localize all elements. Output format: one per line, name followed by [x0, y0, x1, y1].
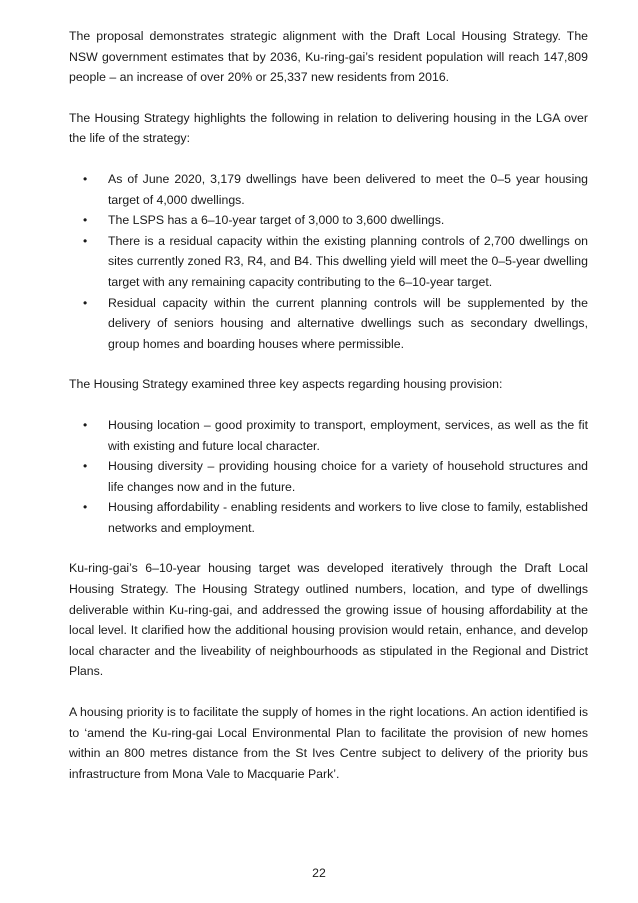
list-item-text: Residual capacity within the current planning controls will be supplemented by the delivery of seniors housing and alternative dwellings such as secondary dwellings, group homes and boarding houses where permissible. — [108, 295, 588, 351]
list-item-text: There is a residual capacity within the existing planning controls of 2,700 dwellings on sites currently zoned R3, R4, and B4. This dwelling yield will meet the 0–5-year dwelling target with any remaining capacity contributing to the 6–10-year target. — [108, 233, 588, 289]
bullet-icon: • — [83, 417, 88, 432]
bullet-list-key-aspects — [69, 415, 588, 539]
list-item — [69, 210, 588, 231]
list-item-text: The LSPS has a 6–10-year target of 3,000 to 3,600 dwellings. — [108, 213, 445, 228]
list-item-text: Housing diversity – providing housing choice for a variety of household structures and life changes now and in the future. — [108, 459, 588, 494]
list-item-text: Housing location – good proximity to transport, employment, services, as well as the fit with existing and future local character. — [108, 417, 588, 453]
paragraph-housing-priority: A housing priority is to facilitate the supply of homes in the right locations. An action identified is to ‘amend the Ku-ring-gai Local Environmental Plan to facilitate the provision of new homes within an 800 metres distance from the St Ives Centre subject to delivery of the priority bus infrastructure from Mona Vale to Macquarie Park’. — [69, 705, 588, 781]
list-item — [69, 169, 588, 210]
list-item-text: As of June 2020, 3,179 dwellings have been delivered to meet the 0–5 year housing target of 4,000 dwellings. — [108, 171, 588, 207]
paragraph-housing-target: Ku-ring-gai’s 6–10-year housing target was developed iteratively through the Draft Local Housing Strategy. The Housing Strategy outlined numbers, location, and type of dwellings deliverable within Ku-ring-gai, and addressed the growing issue of housing affordability at the local level. It clarified how the additional housing provision would retain, enhance, and develop local character and the liveability of neighbourhoods as stipulated in the Regional and District Plans. — [69, 561, 588, 679]
paragraph-strategic-alignment: The proposal demonstrates strategic alignment with the Draft Local Housing Strategy. The NSW government estimates that by 2036, Ku-ring-gai’s resident population will reach 147,809 people – an increase of over 20% or 25,337 new residents from 2016. — [69, 29, 588, 85]
bullet-icon: • — [83, 459, 88, 474]
list-item — [69, 415, 588, 456]
paragraph-key-aspects-intro: The Housing Strategy examined three key aspects regarding housing provision: — [69, 377, 503, 392]
list-item — [69, 293, 588, 355]
bullet-list-delivery — [69, 169, 588, 354]
list-item — [69, 456, 588, 497]
page-number: 22 — [312, 866, 326, 880]
bullet-icon: • — [83, 233, 88, 248]
bullet-icon: • — [83, 295, 88, 310]
list-item-text: Housing affordability - enabling residents and workers to live close to family, established networks and employment. — [108, 500, 588, 535]
list-item — [69, 497, 588, 538]
paragraph-housing-strategy-intro: The Housing Strategy highlights the following in relation to delivering housing in the LGA over the life of the strategy: — [69, 110, 588, 146]
bullet-icon: • — [83, 500, 88, 515]
document-body — [69, 26, 588, 784]
bullet-icon: • — [83, 171, 88, 186]
bullet-icon: • — [83, 213, 88, 228]
list-item — [69, 231, 588, 293]
